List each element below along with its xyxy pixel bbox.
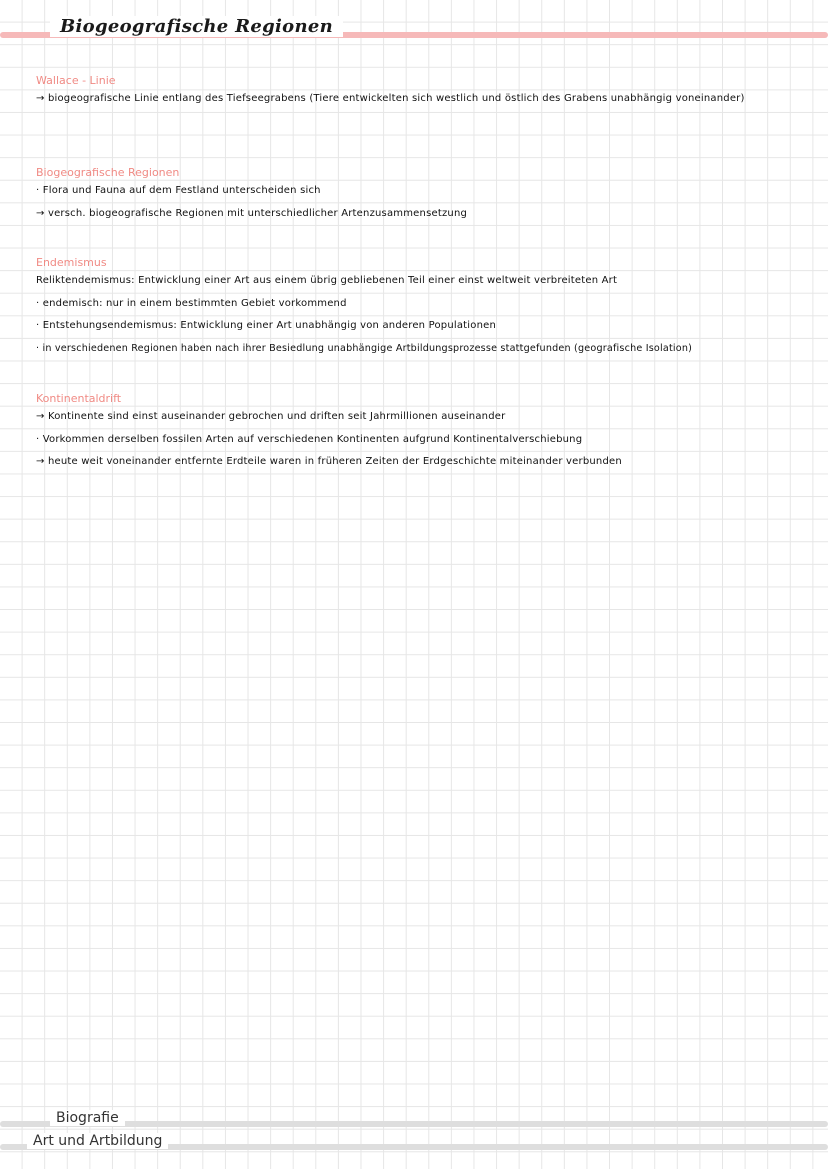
- note-line: · Flora und Fauna auf dem Festland unterscheiden sich: [36, 185, 321, 196]
- note-line: → versch. biogeografische Regionen mit unterschiedlicher Artenzusammensetzung: [36, 207, 468, 219]
- note-line: Reliktendemismus: Entwicklung einer Art aus einem übrig gebliebenen Teil einer einst weltweit verbreiteten Art: [36, 275, 618, 286]
- footer-subject: Biografie: [50, 1110, 125, 1126]
- note-line: · Entstehungsendemismus: Entwicklung einer Art unabhängig von anderen Populationen: [36, 320, 497, 332]
- note-line: → heute weit voneinander entfernte Erdteile waren in früheren Zeiten der Erdgeschichte miteinander verbunden: [36, 456, 622, 468]
- section-wallace-linie: [36, 74, 816, 110]
- title-bar: [0, 16, 828, 40]
- section-heading: Wallace - Linie: [36, 74, 116, 87]
- note-line: · Vorkommen derselben fossilen Arten auf verschiedenen Kontinenten aufgrund Kontinentalverschiebung: [36, 433, 583, 445]
- note-line: → biogeografische Linie entlang des Tiefseegrabens (Tiere entwickelten sich westlich und östlich des Grabens unabhängig voneinander): [36, 93, 745, 104]
- footer-topic: Art und Artbildung: [27, 1133, 168, 1149]
- section-endemismus: [36, 256, 816, 360]
- footer-bar-biografie: [0, 1110, 828, 1128]
- section-heading: Biogeografische Regionen: [36, 166, 180, 179]
- section-heading: Kontinentaldrift: [36, 392, 122, 405]
- section-biogeografische-regionen: [36, 166, 816, 225]
- note-line: · in verschiedenen Regionen haben nach ihrer Besiedlung unabhängige Artbildungsprozesse stattgefunden (geografische Isolation): [36, 342, 693, 354]
- section-heading: Endemismus: [36, 256, 107, 269]
- note-line: · endemisch: nur in einem bestimmten Gebiet vorkommend: [36, 297, 347, 309]
- footer-bar-topic: [0, 1133, 828, 1151]
- section-kontinentaldrift: [36, 392, 816, 474]
- page-title: Biogeografische Regionen: [50, 16, 343, 37]
- note-line: → Kontinente sind einst auseinander gebrochen und driften seit Jahrmillionen auseinander: [36, 411, 506, 422]
